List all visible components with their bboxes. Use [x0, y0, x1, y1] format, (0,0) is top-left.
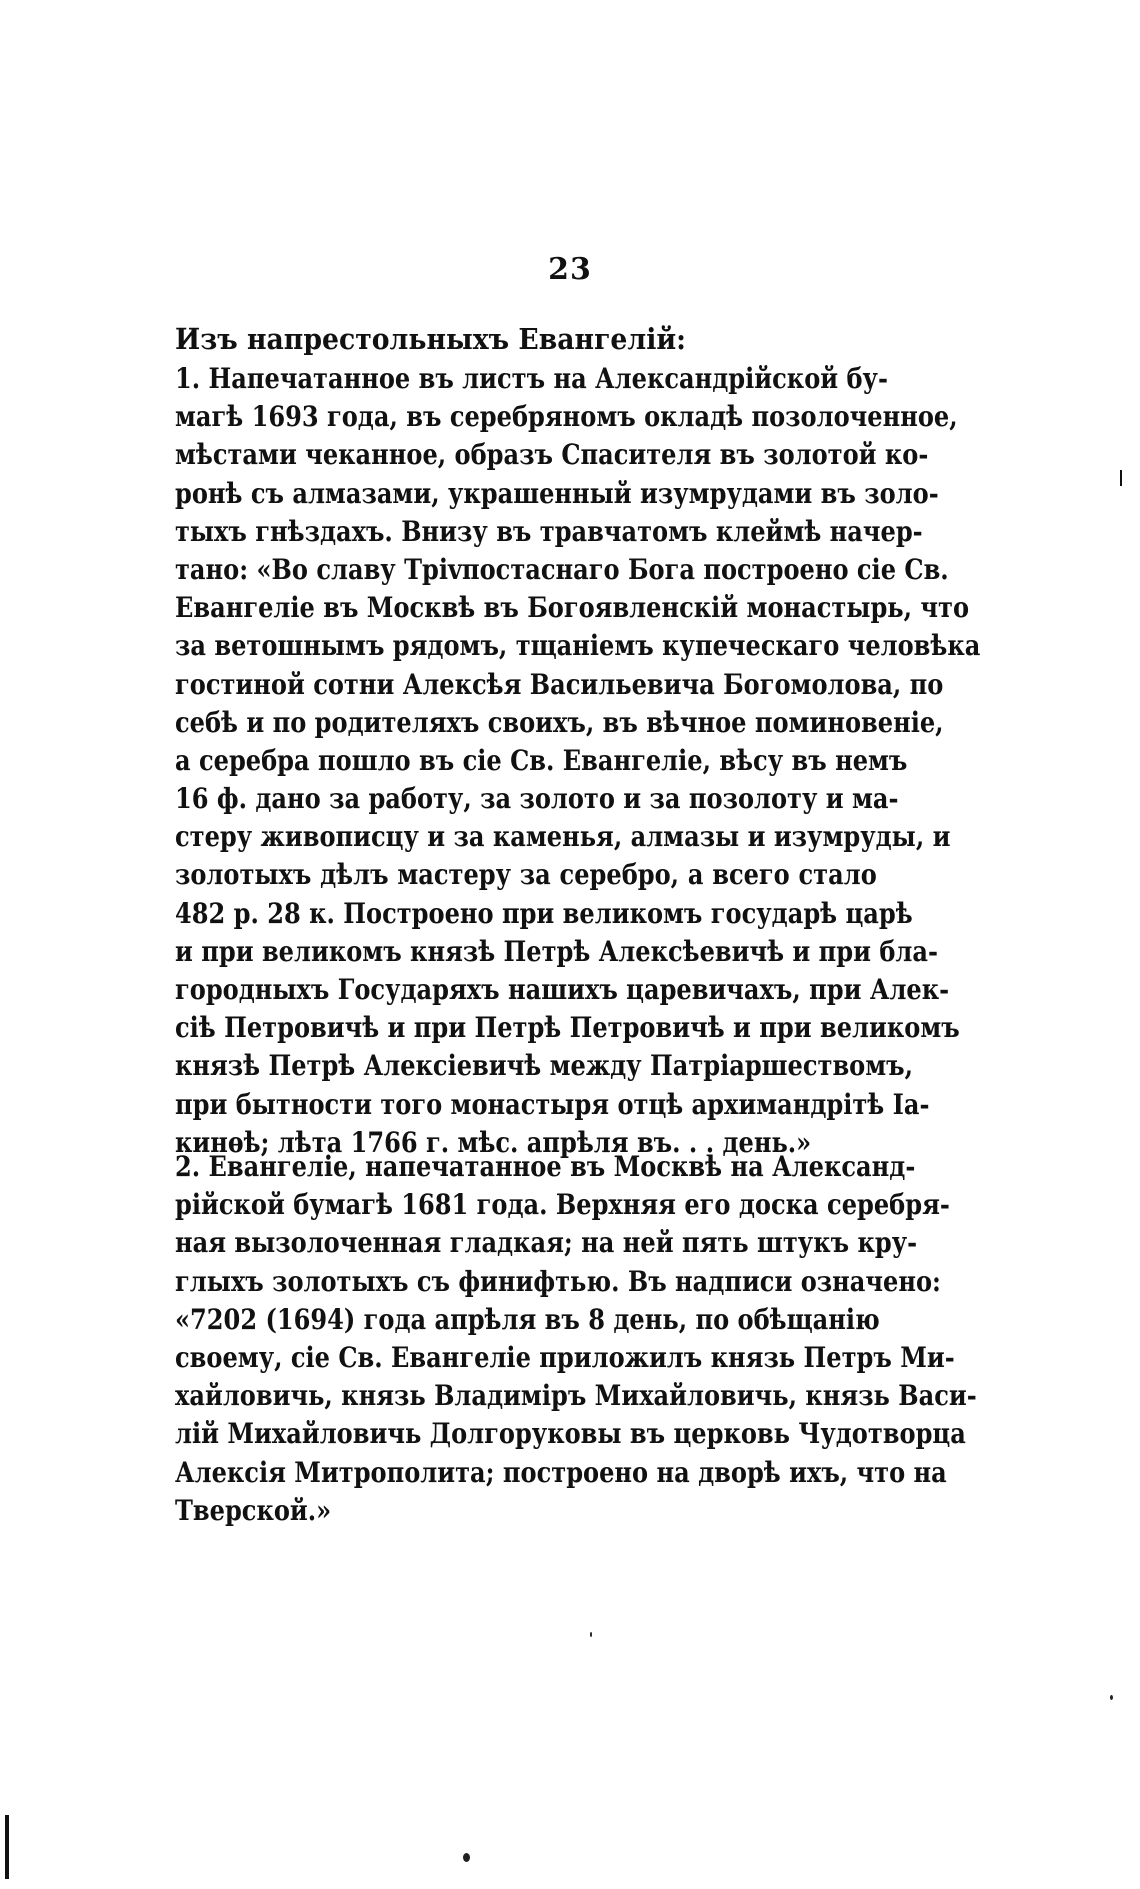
text-line: «7202 (1694) года апрѣля въ 8 день, по обѣщанію	[175, 1302, 880, 1336]
page-number: 23	[548, 252, 592, 287]
text-line: гостиной сотни Алексѣя Васильевича Богомолова, по	[175, 667, 944, 701]
text-line: за ветошнымъ рядомъ, тщаніемъ купеческаго человѣка	[175, 629, 981, 663]
text-line: тано: «Во славу Тріvпостаснаго Бога построено сіе Св.	[175, 552, 949, 586]
paragraph-2	[175, 1148, 977, 1530]
text-line: рійской бумагѣ 1681 года. Верхняя его доска серебря-	[175, 1188, 950, 1222]
text-line: а серебра пошло въ сіе Св. Евангеліе, вѣсу въ немъ	[175, 743, 908, 777]
text-line: сіѣ Петровичѣ и при Петрѣ Петровичѣ и при великомъ	[175, 1011, 960, 1045]
text-line: князѣ Петрѣ Алексіевичѣ между Патріаршествомъ,	[175, 1049, 914, 1083]
text-line: 2. Евангеліе, напечатанное въ Москвѣ на Александ-	[175, 1150, 916, 1183]
text-line: магѣ 1693 года, въ серебряномъ окладѣ позолоченное,	[175, 400, 958, 434]
scan-speck	[590, 1632, 592, 1637]
scan-speck	[463, 1853, 470, 1862]
text-line: Алексія Митрополита; построено на дворѣ ихъ, что на	[175, 1455, 947, 1489]
scan-speck	[1110, 1695, 1113, 1700]
text-line: 482 р. 28 к. Построено при великомъ государѣ царѣ	[175, 896, 913, 930]
text-line: при бытности того монастыря отцѣ архимандрітѣ Іа-	[175, 1087, 930, 1121]
text-line: 1. Напечатанное въ листъ на Александрійской бу-	[175, 362, 888, 395]
text-line: золотыхъ дѣлъ мастеру за серебро, а всего стало	[175, 858, 877, 892]
text-line: ная вызолоченная гладкая; на ней пять штукъ кру-	[175, 1226, 918, 1260]
paragraph-1	[175, 360, 981, 1162]
text-line: городныхъ Государяхъ нашихъ царевичахъ, при Алек-	[175, 973, 950, 1006]
text-line: себѣ и по родителяхъ своихъ, въ вѣчное поминовеніе,	[175, 705, 944, 739]
text-line: хайловичь, князь Владиміръ Михайловичь, князь Васи-	[175, 1379, 977, 1413]
text-line: стеру живописцу и за каменья, алмазы и изумруды, и	[175, 820, 951, 854]
text-line: глыхъ золотыхъ съ финифтью. Въ надписи означено:	[175, 1264, 941, 1298]
text-line: лій Михайловичь Долгоруковы въ церковь Чудотворца	[175, 1417, 966, 1451]
scan-edge-mark	[1120, 470, 1122, 486]
text-line: Тверской.»	[175, 1493, 332, 1527]
text-line: мѣстами чеканное, образъ Спасителя въ золотой ко-	[175, 438, 929, 472]
text-line: и при великомъ князѣ Петрѣ Алексѣевичѣ и при бла-	[175, 934, 939, 968]
text-line: тыхъ гнѣздахъ. Внизу въ травчатомъ клеймѣ начер-	[175, 514, 923, 548]
text-line: кинѳѣ; лѣта 1766 г. мѣс. апрѣля въ. . . день.»	[175, 1125, 812, 1159]
section-heading: Изъ напрестольныхъ Евангелій:	[175, 322, 686, 356]
text-line: Евангеліе въ Москвѣ въ Богоявленскій монастырь, что	[175, 591, 970, 625]
text-line: ронѣ съ алмазами, украшенный изумрудами въ золо-	[175, 476, 939, 510]
text-line: 16 ф. дано за работу, за золото и за позолоту и ма-	[175, 782, 899, 816]
scan-edge-mark	[5, 1815, 9, 1879]
text-line: своему, сіе Св. Евангеліе приложилъ князь Петръ Ми-	[175, 1340, 955, 1374]
